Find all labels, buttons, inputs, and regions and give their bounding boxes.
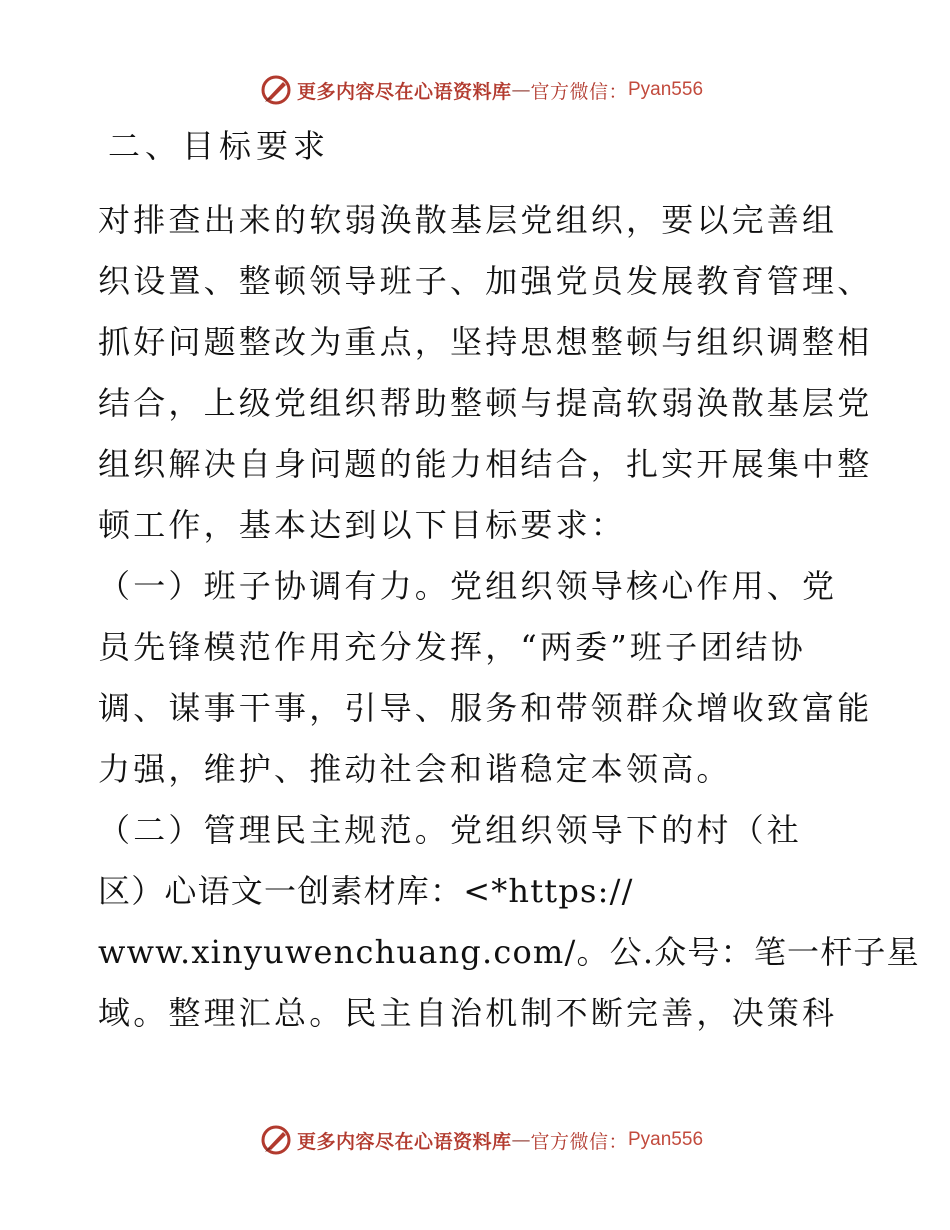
text-line: 力强，维护、推动社会和谐稳定本领高。 xyxy=(98,750,732,788)
paragraph-item-two xyxy=(98,800,920,1044)
watermark-banner-top xyxy=(0,70,950,110)
paragraph-goals-intro xyxy=(98,190,873,556)
text-line: 域。整理汇总。民主自治机制不断完善，决策科 xyxy=(98,994,838,1032)
watermark-separator: — xyxy=(511,1129,531,1151)
watermark-wechat-id: Pyan556 xyxy=(628,79,704,100)
text-line: 顿工作，基本达到以下目标要求： xyxy=(98,506,627,544)
text-line: 抓好问题整改为重点，坚持思想整顿与组织调整相 xyxy=(98,323,873,361)
text-line: （一）班子协调有力。党组织领导核心作用、党 xyxy=(98,567,838,605)
section-heading: 二、目标要求 xyxy=(108,127,331,165)
watermark-wechat-id: Pyan556 xyxy=(628,1129,704,1150)
watermark-wechat-label: 官方微信： xyxy=(530,1130,628,1153)
paragraph-item-one xyxy=(98,556,873,800)
watermark-site-text: 更多内容尽在心语资料库 xyxy=(296,80,512,103)
watermark-site-text: 更多内容尽在心语资料库 xyxy=(296,1130,512,1153)
text-line: （二）管理民主规范。党组织领导下的村（社 xyxy=(98,811,803,849)
text-line: 组织解决自身问题的能力相结合，扎实开展集中整 xyxy=(98,445,873,483)
text-line: www.xinyuwenchuang.com/。公.众号：笔一杆子星 xyxy=(98,933,920,971)
quill-pen-logo-icon xyxy=(259,73,293,107)
text-line: 织设置、整顿领导班子、加强党员发展教育管理、 xyxy=(98,262,873,300)
text-line: 调、谋事干事，引导、服务和带领群众增收致富能 xyxy=(98,689,873,727)
text-line: 区）心语文一创素材库：<*https:// xyxy=(98,872,634,910)
quill-pen-logo-icon xyxy=(259,1123,293,1157)
text-line: 结合，上级党组织帮助整顿与提高软弱涣散基层党 xyxy=(98,384,873,422)
text-line: 员先锋模范作用充分发挥，“两委”班子团结协 xyxy=(98,628,806,666)
watermark-separator: — xyxy=(511,79,531,101)
watermark-banner-bottom xyxy=(0,1120,950,1160)
watermark-wechat-label: 官方微信： xyxy=(530,80,628,103)
text-line: 对排查出来的软弱涣散基层党组织，要以完善组 xyxy=(98,201,838,239)
